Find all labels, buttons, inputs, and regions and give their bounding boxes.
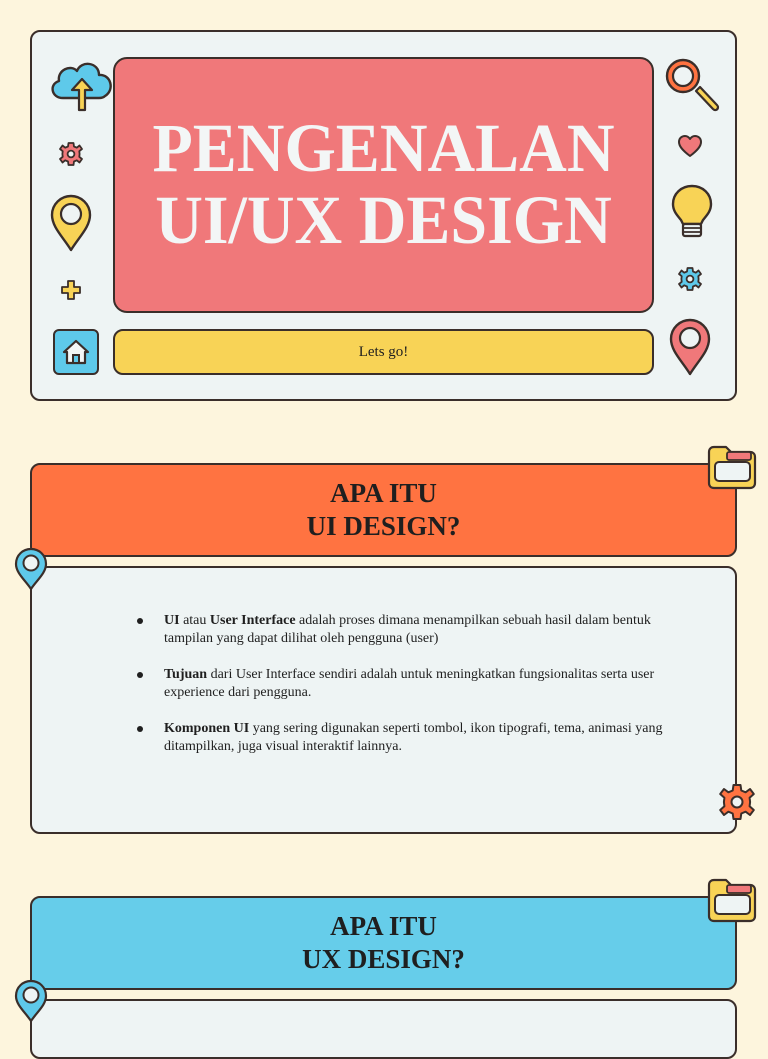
ux-content-card	[30, 999, 737, 1059]
title-box	[113, 57, 654, 313]
list-item	[132, 666, 672, 701]
gear-icon	[58, 141, 84, 167]
heart-icon	[677, 135, 703, 159]
title-line-2: UI/UX DESIGN	[155, 182, 612, 259]
lets-go-button[interactable]: Lets go!	[113, 329, 654, 375]
home-button[interactable]	[53, 329, 99, 375]
plus-icon	[60, 279, 82, 301]
point-text: adalah proses dimana menampilkan sebuah hasil dalam bentuk tampilan yang dapat dilihat oleh pengguna (user)	[164, 613, 651, 646]
location-pin-icon-blue-2	[13, 978, 49, 1024]
bullet	[137, 726, 143, 732]
ui-heading-card	[30, 463, 737, 557]
point-term: Tujuan	[164, 667, 208, 682]
folder-icon-2	[706, 877, 758, 923]
list-item	[132, 612, 672, 647]
ui-points-list	[132, 612, 672, 774]
location-pin-icon	[49, 193, 93, 253]
lightbulb-icon	[670, 183, 714, 241]
point-text: atau	[179, 613, 210, 628]
ui-heading-line-2: UI DESIGN?	[306, 511, 461, 541]
location-pin-icon-red	[668, 317, 712, 377]
point-term: UI	[164, 613, 180, 628]
gear-icon-blue	[677, 266, 703, 292]
ui-content-card	[30, 566, 737, 834]
ux-heading-card	[30, 896, 737, 990]
bullet	[137, 618, 143, 624]
search-icon	[663, 56, 721, 114]
ux-heading-line-2: UX DESIGN?	[302, 944, 465, 974]
list-item	[132, 720, 672, 755]
point-text: yang sering digunakan seperti tombol, ikon tipografi, tema, animasi yang ditampilkan, juga visual interaktif lainnya.	[164, 721, 663, 754]
ux-heading-line-1: APA ITU	[330, 911, 437, 941]
bullet	[137, 672, 143, 678]
point-text: dari User Interface sendiri adalah untuk meningkatkan fungsionalitas serta user experience dari pengguna.	[164, 667, 655, 700]
point-term: User Interface	[209, 613, 296, 628]
location-pin-icon-blue	[13, 546, 49, 592]
title-line-1: PENGENALAN	[152, 110, 615, 187]
point-term: Komponen UI	[164, 721, 250, 736]
cloud-upload-icon	[47, 58, 117, 112]
gear-icon-orange	[717, 782, 757, 822]
home-icon	[61, 338, 91, 366]
ui-heading-line-1: APA ITU	[330, 478, 437, 508]
folder-icon	[706, 444, 758, 490]
